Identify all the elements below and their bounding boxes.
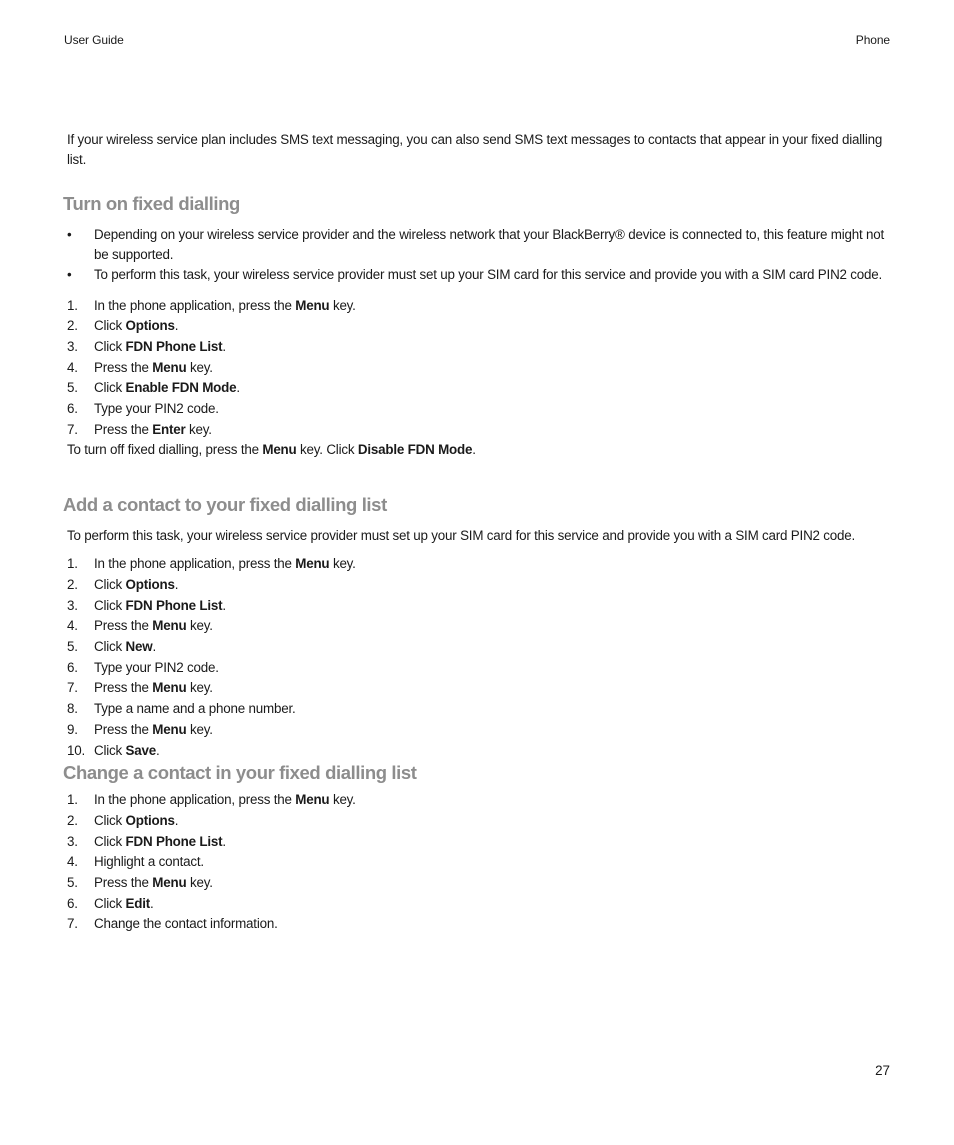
step-number: 7.: [67, 421, 78, 437]
step-ui-term: New: [125, 639, 153, 655]
step-item: [67, 894, 893, 915]
step-text: .: [236, 380, 240, 396]
step-text: .: [222, 597, 226, 613]
step-text: Change the contact information.: [94, 916, 278, 932]
step-item: [67, 596, 893, 617]
step-item: [67, 873, 893, 894]
step-text: Click: [94, 833, 126, 849]
step-text: In the phone application, press the: [94, 792, 296, 808]
step-number: 5.: [67, 380, 78, 396]
step-number: 6.: [67, 659, 78, 675]
header-chapter: Phone: [855, 33, 890, 47]
page-header: [64, 33, 890, 49]
step-text: Click: [94, 742, 126, 758]
step-ui-term: FDN Phone List: [125, 597, 223, 613]
step-item: [67, 358, 893, 379]
step-text: Click: [94, 639, 126, 655]
step-item: [67, 399, 893, 420]
change-contact-steps: [67, 790, 893, 935]
step-item: [67, 637, 893, 658]
add-contact-intro: To perform this task, your wireless service provider must set up your SIM card for this service and provide you with a SIM card PIN2 code.: [67, 527, 856, 543]
step-number: 1.: [67, 556, 78, 572]
prerequisite-item: [67, 265, 893, 285]
step-text: .: [174, 812, 179, 828]
step-text: .: [152, 639, 156, 655]
step-text: Press the: [94, 874, 153, 890]
note-menu-key: Menu: [262, 442, 297, 458]
step-number: 5.: [67, 639, 78, 655]
step-number: 8.: [67, 701, 78, 717]
step-number: 2.: [67, 318, 78, 334]
step-ui-term: Enter: [152, 421, 186, 437]
step-number: 6.: [67, 895, 78, 911]
step-number: 1.: [67, 792, 78, 808]
step-text: key.: [186, 680, 213, 696]
step-text: .: [174, 577, 179, 592]
step-item: [67, 699, 893, 720]
note-text: .: [472, 442, 476, 458]
step-item: [67, 575, 893, 596]
step-ui-term: Menu: [152, 874, 187, 890]
step-ui-term: Enable FDN Mode: [125, 380, 237, 396]
step-item: [67, 658, 893, 679]
step-text: key.: [186, 618, 213, 634]
step-item: [67, 852, 893, 873]
prerequisite-list: [67, 225, 893, 285]
step-number: 4.: [67, 618, 78, 634]
step-text: key.: [186, 721, 213, 737]
step-number: 3.: [67, 338, 78, 354]
step-text: Press the: [94, 721, 153, 737]
step-number: 4.: [67, 359, 78, 375]
step-number: 5.: [67, 874, 78, 890]
step-text: key.: [329, 297, 356, 313]
step-number: 2.: [67, 812, 78, 828]
step-text: Type your PIN2 code.: [94, 659, 219, 675]
step-text: .: [156, 742, 160, 758]
step-item: [67, 296, 893, 317]
step-item: [67, 337, 893, 358]
step-ui-term: Options: [125, 318, 175, 334]
step-text: key.: [186, 874, 213, 890]
step-number: 3.: [67, 833, 78, 849]
step-number: 1.: [67, 297, 78, 313]
step-text: In the phone application, press the: [94, 556, 296, 572]
turn-on-steps: [67, 296, 893, 441]
step-number: 9.: [67, 721, 78, 737]
step-ui-term: Menu: [152, 721, 187, 737]
step-ui-term: Save: [125, 742, 157, 758]
step-number: 10.: [67, 742, 86, 758]
step-text: .: [222, 338, 226, 354]
step-ui-term: Menu: [152, 359, 187, 375]
step-text: Press the: [94, 618, 153, 634]
step-ui-term: Options: [125, 812, 175, 828]
step-number: 3.: [67, 597, 78, 613]
step-item: [67, 316, 893, 337]
step-ui-term: Menu: [295, 792, 330, 808]
note-text: key. Click: [296, 442, 358, 458]
step-ui-term: Menu: [295, 556, 330, 572]
add-contact-steps: [67, 554, 893, 761]
step-text: key.: [329, 792, 356, 808]
step-item: [67, 790, 893, 811]
step-number: 4.: [67, 854, 78, 870]
step-text: key.: [186, 359, 213, 375]
prerequisite-item: [67, 225, 893, 264]
step-number: 6.: [67, 400, 78, 416]
note-text: To turn off fixed dialling, press the: [67, 442, 263, 458]
step-ui-term: Edit: [125, 895, 151, 911]
step-text: Type your PIN2 code.: [94, 400, 219, 416]
page-number: 27: [875, 1063, 890, 1078]
step-text: Press the: [94, 680, 153, 696]
step-text: .: [222, 833, 226, 849]
step-item: [67, 914, 893, 935]
step-item: [67, 811, 893, 832]
step-item: [67, 678, 893, 699]
step-text: Click: [94, 812, 126, 828]
heading-turn-on-fixed-dialling: Turn on fixed dialling: [63, 193, 240, 214]
step-text: key.: [329, 556, 356, 572]
step-text: Click: [94, 338, 126, 354]
heading-add-contact: Add a contact to your fixed dialling list: [63, 493, 387, 515]
step-text: Click: [94, 577, 126, 592]
page-content: [63, 130, 893, 935]
step-ui-term: FDN Phone List: [125, 338, 223, 354]
intro-paragraph: If your wireless service plan includes SMS text messaging, you can also send SMS text messages to contacts that appear in your fixed dialling list.: [67, 132, 883, 167]
step-item: [67, 420, 893, 441]
step-text: .: [150, 895, 154, 911]
note-disable-fdn-mode: Disable FDN Mode: [357, 442, 473, 458]
step-ui-term: FDN Phone List: [125, 833, 223, 849]
step-item: [67, 741, 893, 762]
step-text: Click: [94, 895, 126, 911]
step-text: key.: [185, 421, 212, 437]
step-ui-term: Menu: [152, 680, 187, 696]
prerequisite-text: Depending on your wireless service provider and the wireless network that your BlackBerry® device is connected to, this feature might not be supported.: [94, 227, 885, 262]
step-text: .: [174, 318, 179, 334]
step-number: 7.: [67, 680, 78, 696]
step-ui-term: Options: [125, 577, 175, 592]
step-text: Press the: [94, 421, 153, 437]
step-item: [67, 832, 893, 853]
turn-off-note: [67, 440, 893, 460]
step-text: Click: [94, 380, 126, 396]
bullet-icon: •: [67, 267, 72, 282]
step-number: 2.: [67, 577, 78, 592]
heading-change-contact: Change a contact in your fixed dialling list: [63, 762, 417, 784]
step-text: Type a name and a phone number.: [94, 701, 296, 717]
header-doc-title: User Guide: [64, 33, 124, 47]
step-text: In the phone application, press the: [94, 297, 296, 313]
step-number: 7.: [67, 916, 78, 932]
step-text: Press the: [94, 359, 153, 375]
step-text: Click: [94, 318, 126, 334]
prerequisite-text: To perform this task, your wireless service provider must set up your SIM card for this service and provide you with a SIM card PIN2 code.: [94, 267, 883, 282]
step-item: [67, 616, 893, 637]
step-ui-term: Menu: [152, 618, 187, 634]
step-ui-term: Menu: [295, 297, 330, 313]
step-text: Click: [94, 597, 126, 613]
step-item: [67, 720, 893, 741]
step-item: [67, 554, 893, 575]
step-text: Highlight a contact.: [94, 854, 204, 870]
bullet-icon: •: [67, 227, 72, 242]
step-item: [67, 378, 893, 399]
